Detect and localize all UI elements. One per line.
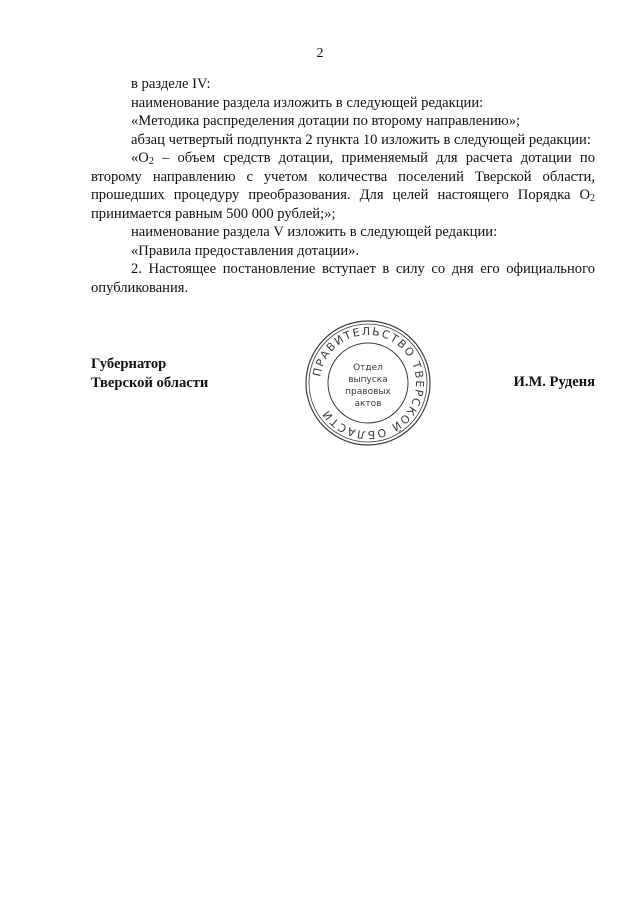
o2-text-pre: «O bbox=[131, 150, 149, 166]
o2-text-mid: – объем средств дотации, применяемый для расчета дотации по второму направлению с учетом количества поселений Тверской области, прошедших процедуру преобразования. Для целей настоящего Порядка O bbox=[91, 150, 595, 203]
official-seal-stamp bbox=[303, 318, 433, 448]
page-number: 2 bbox=[316, 46, 324, 61]
seal-graphic bbox=[303, 318, 433, 448]
o2-subscript-second: 2 bbox=[590, 193, 595, 204]
paragraph-rename-section: наименование раздела изложить в следующей редакции: bbox=[131, 94, 484, 111]
seal-center-line3: правовых bbox=[345, 387, 391, 397]
paragraph-rules-title: «Правила предоставления дотации». bbox=[131, 242, 360, 259]
paragraph-o2-definition bbox=[91, 149, 595, 223]
seal-center-line4: актов bbox=[354, 399, 382, 409]
seal-center-line1: Отдел bbox=[353, 363, 383, 373]
paragraph-amend-subpoint: абзац четвертый подпункта 2 пункта 10 изложить в следующей редакции: bbox=[131, 131, 591, 148]
seal-ring-textpath: ПРАВИТЕЛЬСТВО ТВЕРСКОЙ ОБЛАСТИ bbox=[310, 324, 427, 442]
seal-center-line2: выпуска bbox=[348, 375, 388, 385]
paragraph-effective-date: 2. Настоящее постановление вступает в силу со дня его официального опубликования. bbox=[91, 261, 595, 296]
paragraph-section-iv: в разделе IV: bbox=[131, 76, 211, 92]
signatory-name: И.М. Руденя bbox=[513, 374, 595, 390]
signatory-position-line2: Тверской области bbox=[91, 374, 209, 391]
signatory-position-line1: Губернатор bbox=[91, 356, 167, 372]
signatory-position bbox=[91, 355, 208, 392]
o2-subscript: 2 bbox=[148, 156, 154, 167]
o2-text-post: принимается равным 500 000 рублей;»; bbox=[91, 205, 336, 222]
paragraph-rename-section-v: наименование раздела V изложить в следующей редакции: bbox=[131, 224, 498, 240]
document-body bbox=[91, 75, 595, 297]
paragraph-methodology-title: «Методика распределения дотации по второму направлению»; bbox=[131, 113, 521, 129]
